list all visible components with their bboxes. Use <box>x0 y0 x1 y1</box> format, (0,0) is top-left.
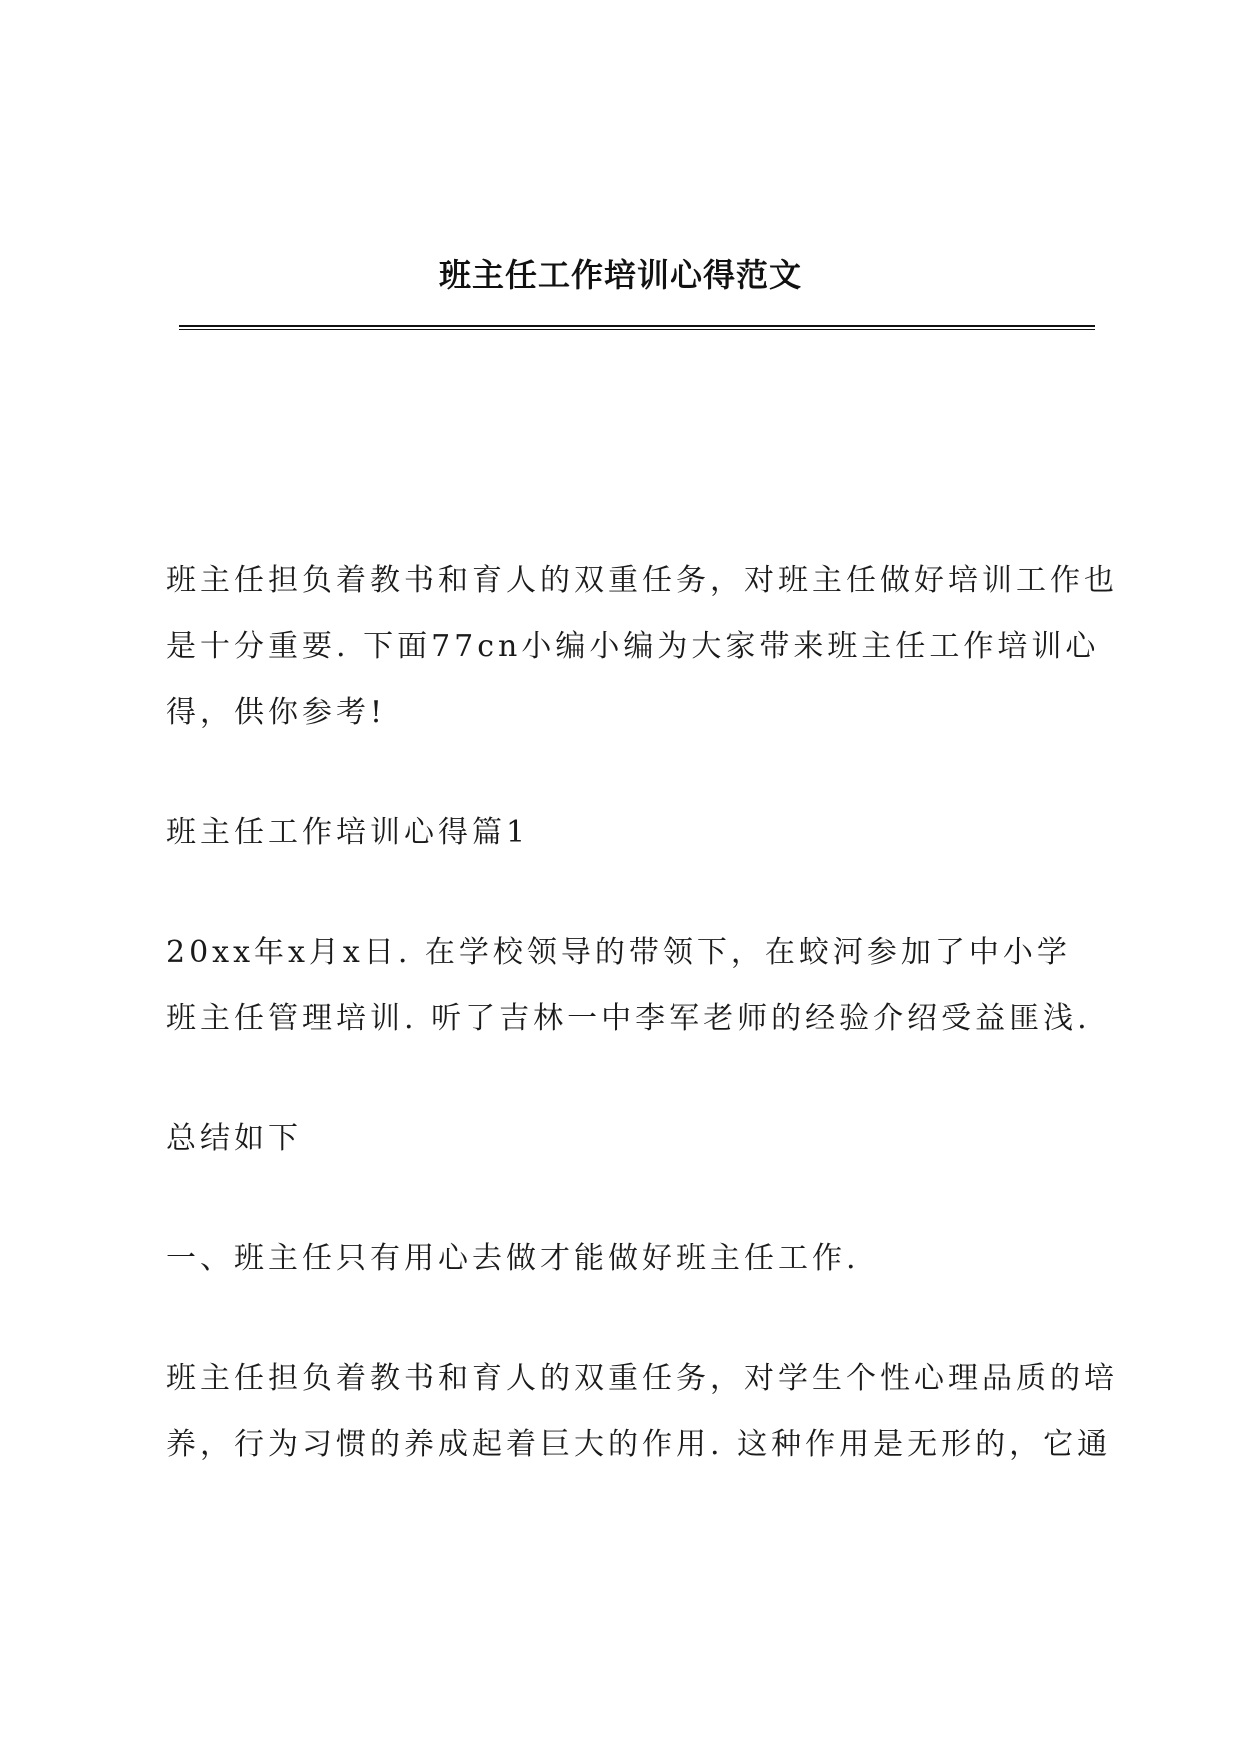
text-line: 班主任担负着教书和育人的双重任务，对学生个性心理品质的培 <box>166 1361 1118 1396</box>
text-line: 20xx年x月x日. 在学校领导的带领下，在蛟河参加了中小学 <box>166 935 1071 970</box>
text-line: 班主任工作培训心得篇1 <box>166 815 530 850</box>
paragraph-intro <box>166 548 1118 746</box>
subheading-point-one <box>166 1226 1096 1292</box>
paragraph-body <box>166 1346 1118 1478</box>
text-line: 养，行为习惯的养成起着巨大的作用. 这种作用是无形的，它通 <box>166 1427 1112 1462</box>
document-body <box>166 548 1118 1478</box>
text-line: 班主任担负着教书和育人的双重任务，对班主任做好培训工作也 <box>166 563 1118 598</box>
text-line: 一、班主任只有用心去做才能做好班主任工作. <box>166 1241 860 1276</box>
paragraph-date <box>166 920 1096 1052</box>
section-heading <box>166 800 1096 866</box>
document-title: 班主任工作培训心得范文 <box>438 256 802 294</box>
text-line: 是十分重要. 下面77cn小编小编为大家带来班主任工作培训心 <box>166 629 1100 664</box>
text-line: 得，供你参考! <box>166 695 387 730</box>
title-divider <box>179 325 1095 330</box>
text-line: 班主任管理培训. 听了吉林一中李军老师的经验介绍受益匪浅. <box>166 1001 1091 1036</box>
text-line: 总结如下 <box>166 1121 302 1156</box>
paragraph-summary-label <box>166 1106 1096 1172</box>
